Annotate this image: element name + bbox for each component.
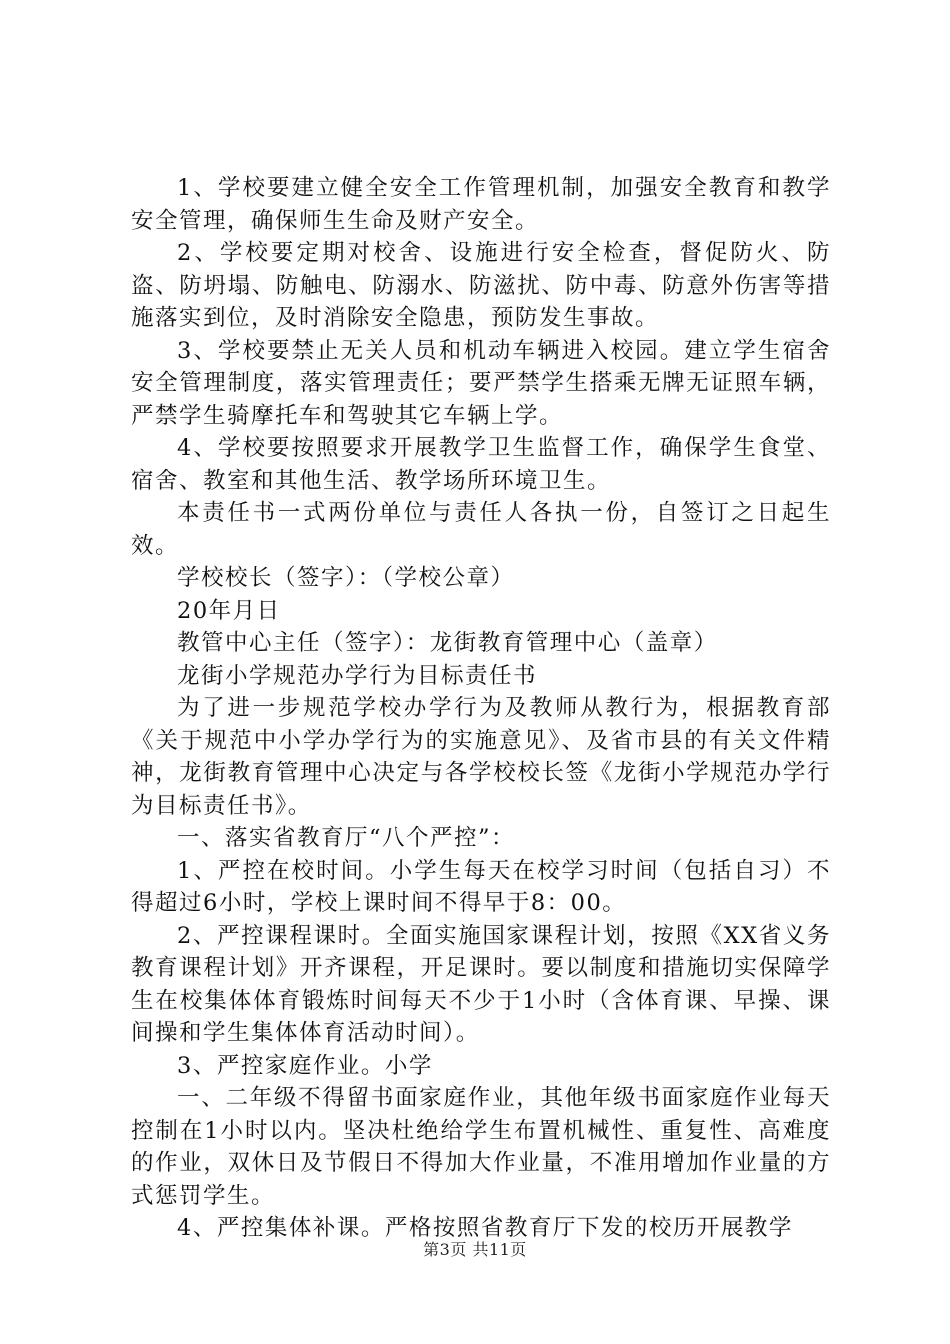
- paragraph-campus-access: 3、学校要禁止无关人员和机动车辆进入校园。建立学生宿舍安全管理制度，落实管理责任；要严禁学生搭乘无牌无证照车辆，严禁学生骑摩托车和驾驶其它车辆上学。: [131, 337, 831, 429]
- paragraph-control-curriculum: 2、严控课程课时。全面实施国家课程计划，按照《XX省义务教育课程计划》开齐课程，开足课时。要以制度和措施切实保障学生在校集体体育锻炼时间每天不少于1小时（含体育课、早操、课间操和学生集体体育活动时间）。: [131, 922, 831, 1046]
- paragraph-control-homework: 3、严控家庭作业。小学: [177, 1052, 433, 1079]
- document-title: 龙街小学规范办学行为目标责任书: [177, 662, 538, 689]
- paragraph-introduction: 为了进一步规范学校办学行为及教师从教行为，根据教育部《关于规范中小学办学行为的实施意见》、及省市县的有关文件精神，龙街教育管理中心决定与各学校校长签《龙街小学规范办学行为目标责任书》。: [131, 695, 831, 819]
- document-body: [131, 172, 831, 1245]
- signature-principal: 学校校长（签字）：（学校公章）: [177, 565, 515, 591]
- page-number-footer: 第3页 共11页: [423, 1240, 527, 1259]
- paragraph-hygiene: 4、学校要按照要求开展教学卫生监督工作，确保学生食堂、宿舍、教室和其他生活、教学场所环境卫生。: [131, 435, 831, 494]
- paragraph-effective-clause: 本责任书一式两份单位与责任人各执一份，自签订之日起生效。: [131, 500, 831, 559]
- signature-center-director: 教管中心主任（签字）：龙街教育管理中心（盖章）: [177, 630, 718, 656]
- paragraph-homework-details: 一、二年级不得留书面家庭作业，其他年级书面家庭作业每天控制在1小时以内。坚决杜绝给学生布置机械性、重复性、高难度的作业，双休日及节假日不得加大作业量，不准用增加作业量的方式惩罚学生。: [131, 1085, 831, 1209]
- paragraph-safety-inspection: 2、学校要定期对校舍、设施进行安全检查，督促防火、防盗、防坍塌、防触电、防溺水、防滋扰、防中毒、防意外伤害等措施落实到位，及时消除安全隐患，预防发生事故。: [131, 240, 831, 331]
- paragraph-safety-mechanism: 1、学校要建立健全安全工作管理机制，加强安全教育和教学安全管理，确保师生生命及财产安全。: [131, 175, 831, 234]
- signature-date: 20年月日: [177, 597, 281, 624]
- section-heading-eight-controls: 一、落实省教育厅“八个严控”：: [177, 825, 516, 851]
- paragraph-control-tutoring: 4、严控集体补课。严格按照省教育厅下发的校历开展教学: [177, 1215, 793, 1241]
- paragraph-control-school-time: 1、严控在校时间。小学生每天在校学习时间（包括自习）不得超过6小时，学校上课时间不得早于8：00。: [131, 857, 831, 916]
